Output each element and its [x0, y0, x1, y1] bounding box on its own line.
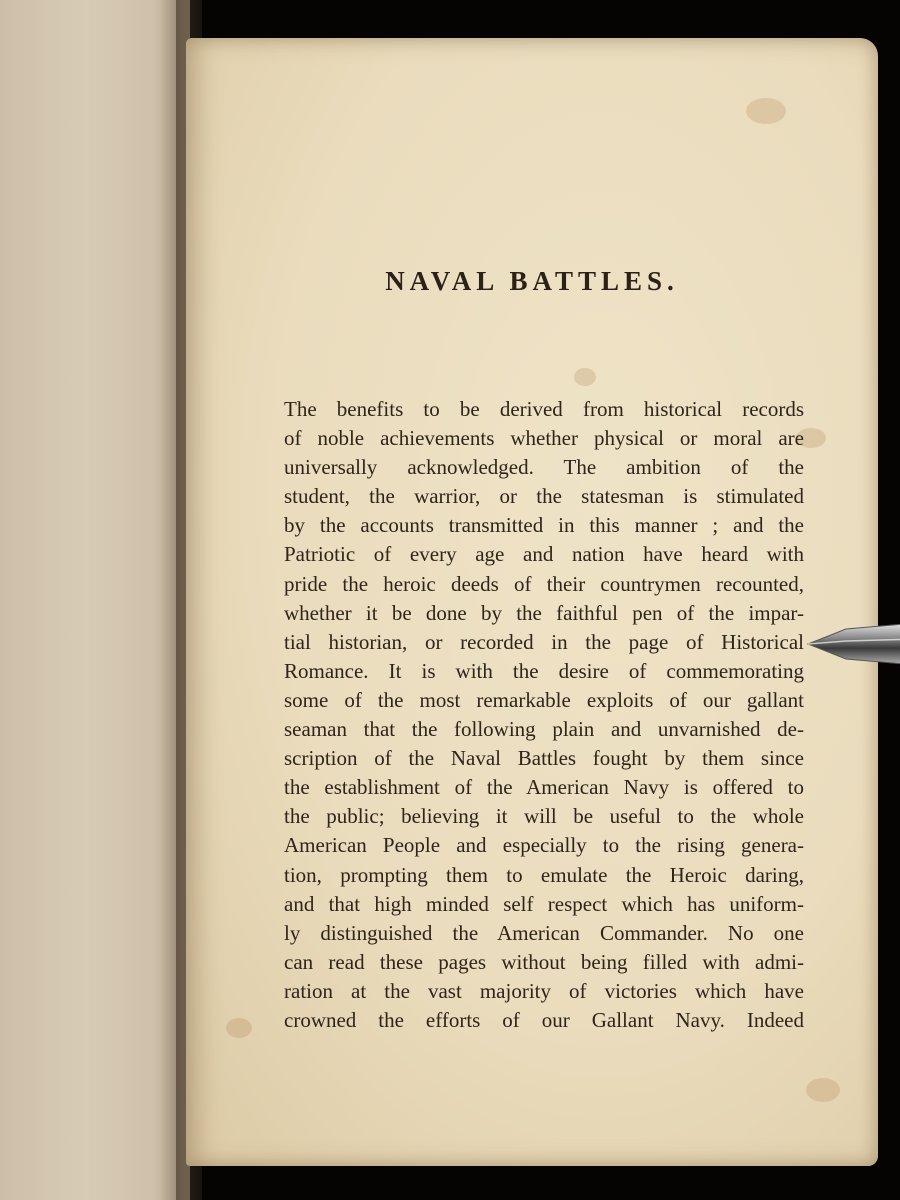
text-line: ly distinguished the American Commander. No one: [284, 920, 804, 945]
text-line: of noble achievements whether physical or moral are: [284, 426, 804, 451]
text-line: The benefits to be derived from historical records: [284, 397, 804, 421]
page-stain: [746, 98, 786, 124]
text-line: can read these pages without being filled with admi-: [284, 949, 804, 974]
chapter-paragraph: [284, 395, 804, 1035]
text-line: tion, prompting them to emulate the Heroic daring,: [284, 862, 804, 887]
text-line: the establishment of the American Navy is offered to: [284, 775, 804, 800]
page-stain: [226, 1018, 252, 1038]
text-line: whether it be done by the faithful pen of the impar-: [284, 600, 804, 625]
text-line: by the accounts transmitted in this manner ; and the: [284, 513, 804, 538]
text-line: universally acknowledged. The ambition of the: [284, 455, 804, 480]
text-line: student, the warrior, or the statesman is stimulated: [284, 484, 804, 509]
page-stain: [806, 1078, 840, 1102]
text-line: some of the most remarkable exploits of our gallant: [284, 687, 804, 712]
text-line: scription of the Naval Battles fought by them since: [284, 746, 804, 771]
pen-pointer-icon: [806, 619, 900, 669]
text-line: and that high minded self respect which has uniform-: [284, 891, 804, 916]
left-page-edge: [0, 0, 190, 1200]
text-line: ration at the vast majority of victories which have: [284, 978, 804, 1003]
text-line: crowned the efforts of our Gallant Navy. Indeed: [284, 1007, 804, 1032]
chapter-title: NAVAL BATTLES.: [385, 266, 679, 296]
right-page: [186, 38, 878, 1166]
text-line: tial historian, or recorded in the page of Historical: [284, 629, 804, 654]
text-line: seaman that the following plain and unvarnished de-: [284, 717, 804, 742]
text-line: Romance. It is with the desire of commemorating: [284, 658, 804, 683]
text-line: the public; believing it will be useful to the whole: [284, 804, 804, 829]
text-line: pride the heroic deeds of their countrymen recounted,: [284, 571, 804, 596]
text-line: Patriotic of every age and nation have heard with: [284, 542, 804, 567]
text-line: American People and especially to the rising genera-: [284, 833, 804, 858]
page-stain: [574, 368, 596, 386]
